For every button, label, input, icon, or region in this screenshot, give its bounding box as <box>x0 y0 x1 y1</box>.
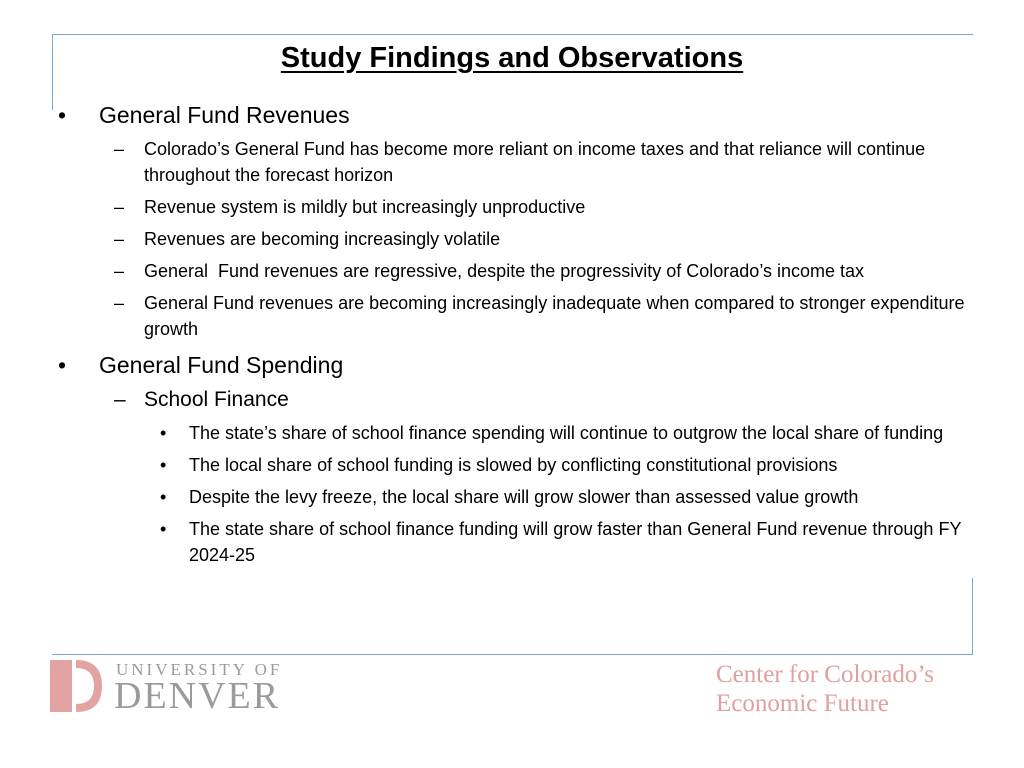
list-item-text: Revenues are becoming increasingly volatile <box>144 229 501 249</box>
list-item-text: Colorado’s General Fund has become more reliant on income taxes and that reliance will continue throughout the forecast horizon <box>144 139 926 185</box>
list-item-text: General Fund revenues are becoming increasingly inadequate when compared to stronger expenditure growth <box>144 293 965 339</box>
list-item <box>58 290 968 342</box>
dash-bullet-icon: – <box>114 229 125 249</box>
frame-top-line <box>52 34 973 35</box>
dash-bullet-icon: – <box>114 261 125 281</box>
center-logo-line2: Economic Future <box>716 690 889 717</box>
list-item <box>58 484 968 510</box>
list-item-text: Despite the levy freeze, the local share will grow slower than assessed value growth <box>189 487 859 507</box>
bullet-dot-icon: • <box>58 352 67 378</box>
dash-bullet-icon: – <box>114 139 125 159</box>
section-heading: General Fund Spending <box>99 352 344 378</box>
dash-bullet-icon: – <box>114 293 125 313</box>
bullet-dot-icon: • <box>160 519 167 539</box>
dash-bullet-icon: – <box>114 197 125 217</box>
slide-title: Study Findings and Observations <box>280 42 744 74</box>
frame-right-line <box>972 578 973 654</box>
center-logo-line1: Center for Colorado’s <box>716 661 935 688</box>
bullet-general-fund-spending <box>58 350 968 380</box>
list-item-text: Revenue system is mildly but increasingly unproductive <box>144 197 586 217</box>
list-item <box>58 226 968 252</box>
list-item <box>58 420 968 446</box>
list-item <box>58 516 968 568</box>
list-item-text: The state share of school finance funding will grow faster than General Fund revenue through FY 2024-25 <box>189 519 962 565</box>
bullet-dot-icon: • <box>58 102 67 128</box>
list-item <box>58 452 968 478</box>
du-logo-small-text: UNIVERSITY OF <box>116 660 283 679</box>
bullet-general-fund-revenues <box>58 100 968 130</box>
sub-bullet-school-finance <box>58 386 968 414</box>
center-colorado-economic-future-logo <box>716 660 996 718</box>
bullet-dot-icon: • <box>160 455 167 475</box>
list-item <box>58 258 968 284</box>
slide-body <box>58 100 968 568</box>
list-item-text: The state’s share of school finance spending will continue to outgrow the local share of funding <box>189 423 944 443</box>
sub-heading: School Finance <box>144 388 289 411</box>
list-item-text: General Fund revenues are regressive, despite the progressivity of Colorado’s income tax <box>144 261 865 281</box>
list-item <box>58 194 968 220</box>
university-of-denver-logo <box>50 658 310 717</box>
frame-bottom-line <box>52 654 973 655</box>
du-logo-mark-icon <box>50 660 102 712</box>
bullet-dot-icon: • <box>160 487 167 507</box>
dash-bullet-icon: – <box>114 388 126 411</box>
bullet-dot-icon: • <box>160 423 167 443</box>
list-item <box>58 136 968 188</box>
list-item-text: The local share of school funding is slowed by conflicting constitutional provisions <box>189 455 838 475</box>
section-heading: General Fund Revenues <box>99 102 350 128</box>
du-logo-big-text: DENVER <box>114 675 281 717</box>
